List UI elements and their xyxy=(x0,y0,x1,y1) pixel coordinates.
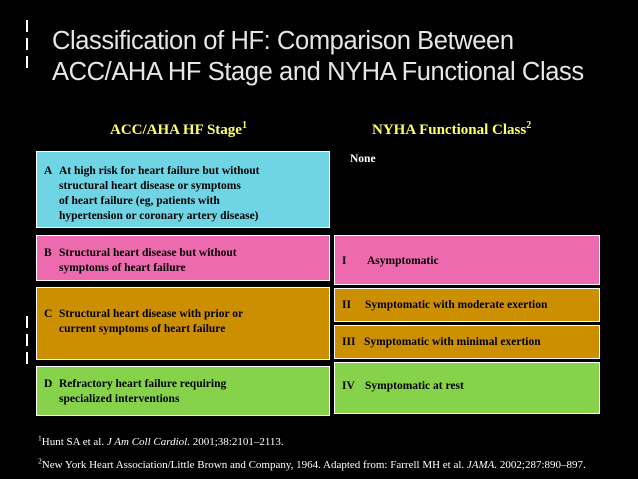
class-numeral: III xyxy=(342,336,356,348)
nyha-class-iii-box xyxy=(334,325,600,359)
class-description: Symptomatic with minimal exertion xyxy=(364,336,541,348)
class-description: Symptomatic with moderate exertion xyxy=(365,299,548,311)
stage-letter: A xyxy=(44,165,53,177)
class-description: Symptomatic at rest xyxy=(365,380,464,392)
stage-description: Structural heart disease with prior or current symptoms of heart failure xyxy=(59,308,244,335)
footnote-2: $^2$New York Heart Association/Little Brown and Company, 1964. Adapted from: Farrell MH et al. JAMA. 2002;287:890–897. xyxy=(38,456,586,471)
class-numeral: I xyxy=(342,255,347,267)
nyha-none-label: None xyxy=(350,153,376,165)
stage-b-box xyxy=(36,235,330,281)
stage-letter: D xyxy=(44,378,53,390)
stage-d-box xyxy=(36,366,330,416)
class-description: Asymptomatic xyxy=(367,255,439,267)
stage-description: Refractory heart failure requiring specialized interventions xyxy=(59,378,227,405)
slide-title: Classification of HF: Comparison Between ACC/AHA HF Stage and NYHA Functional Class xyxy=(52,27,584,86)
acc-aha-column-header: ACC/AHA HF Stage$^1$ xyxy=(110,120,247,138)
class-numeral: II xyxy=(342,299,351,311)
class-numeral: IV xyxy=(342,380,355,392)
stage-description: At high risk for heart failure but without structural heart disease or symptoms of heart failure (eg, patients with hypertension or coronary artery disease) xyxy=(59,165,260,222)
stage-c-box xyxy=(36,287,330,360)
nyha-column-header: NYHA Functional Class$^2$ xyxy=(372,120,532,138)
stage-a-box xyxy=(36,151,330,228)
stage-letter: C xyxy=(44,308,53,320)
nyha-class-i-box xyxy=(334,235,600,285)
nyha-class-ii-box xyxy=(334,288,600,322)
nyha-class-iv-box xyxy=(334,362,600,414)
footnote-1: $^1$Hunt SA et al. J Am Coll Cardiol. 2001;38:2101–2113. xyxy=(38,433,284,448)
stage-letter: B xyxy=(44,247,52,259)
stage-description: Structural heart disease but without symptoms of heart failure xyxy=(59,247,237,274)
